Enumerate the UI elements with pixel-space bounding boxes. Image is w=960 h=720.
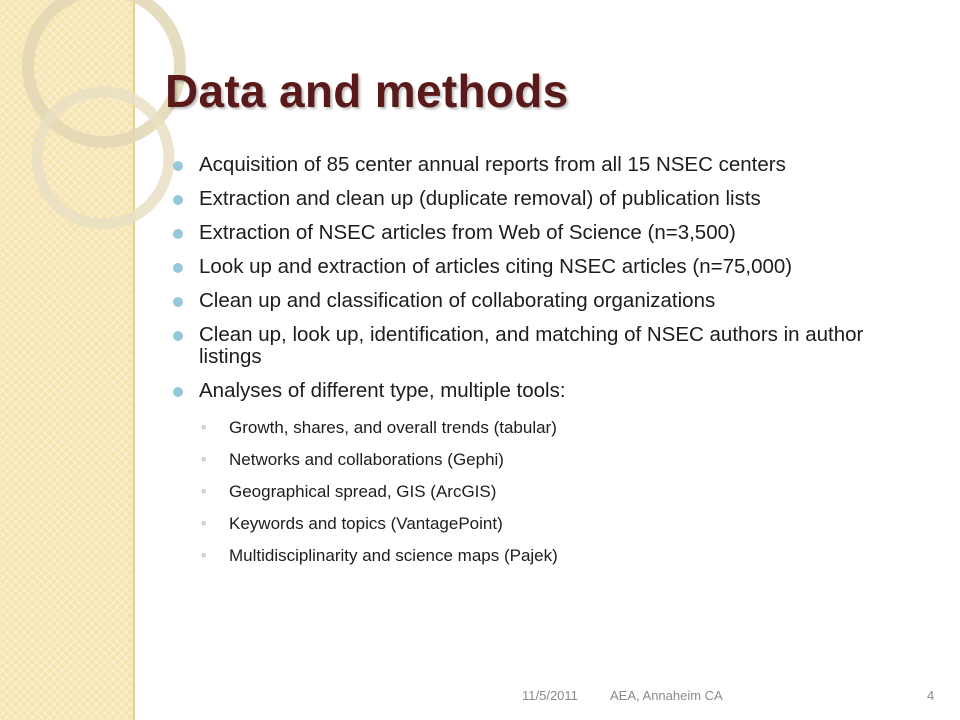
- sub-bullet-item: ◦ Growth, shares, and overall trends (tabular): [199, 418, 912, 438]
- slide-title: Data and methods: [165, 65, 569, 117]
- bullet-text: Analyses of different type, multiple tools:: [199, 379, 566, 402]
- footer-venue: AEA, Annaheim CA: [610, 688, 723, 703]
- sub-bullet-item: ◦ Geographical spread, GIS (ArcGIS): [199, 482, 912, 502]
- slide-footer: [0, 688, 960, 710]
- sidebar-edge: [133, 0, 135, 720]
- bullet-item: Clean up and classification of collaborating organizations: [172, 290, 912, 312]
- footer-page-number: 4: [927, 688, 935, 703]
- footer-date: 11/5/2011: [522, 688, 578, 703]
- bullet-list: [172, 154, 912, 578]
- sub-bullet-item: ◦ Multidisciplinarity and science maps (Pajek): [199, 546, 912, 566]
- bullet-item: Extraction and clean up (duplicate removal) of publication lists: [172, 188, 912, 210]
- bullet-item: Clean up, look up, identification, and matching of NSEC authors in author listings: [172, 324, 912, 368]
- sub-bullet-list: [199, 418, 912, 566]
- bullet-item: Acquisition of 85 center annual reports from all 15 NSEC centers: [172, 154, 912, 176]
- bullet-item: Extraction of NSEC articles from Web of Science (n=3,500): [172, 222, 912, 244]
- decorative-sidebar: [0, 0, 133, 720]
- sub-bullet-item: ◦ Keywords and topics (VantagePoint): [199, 514, 912, 534]
- bullet-item: Look up and extraction of articles citing NSEC articles (n=75,000): [172, 256, 912, 278]
- bullet-item-with-sublist: [172, 380, 912, 566]
- sub-bullet-item: ◦ Networks and collaborations (Gephi): [199, 450, 912, 470]
